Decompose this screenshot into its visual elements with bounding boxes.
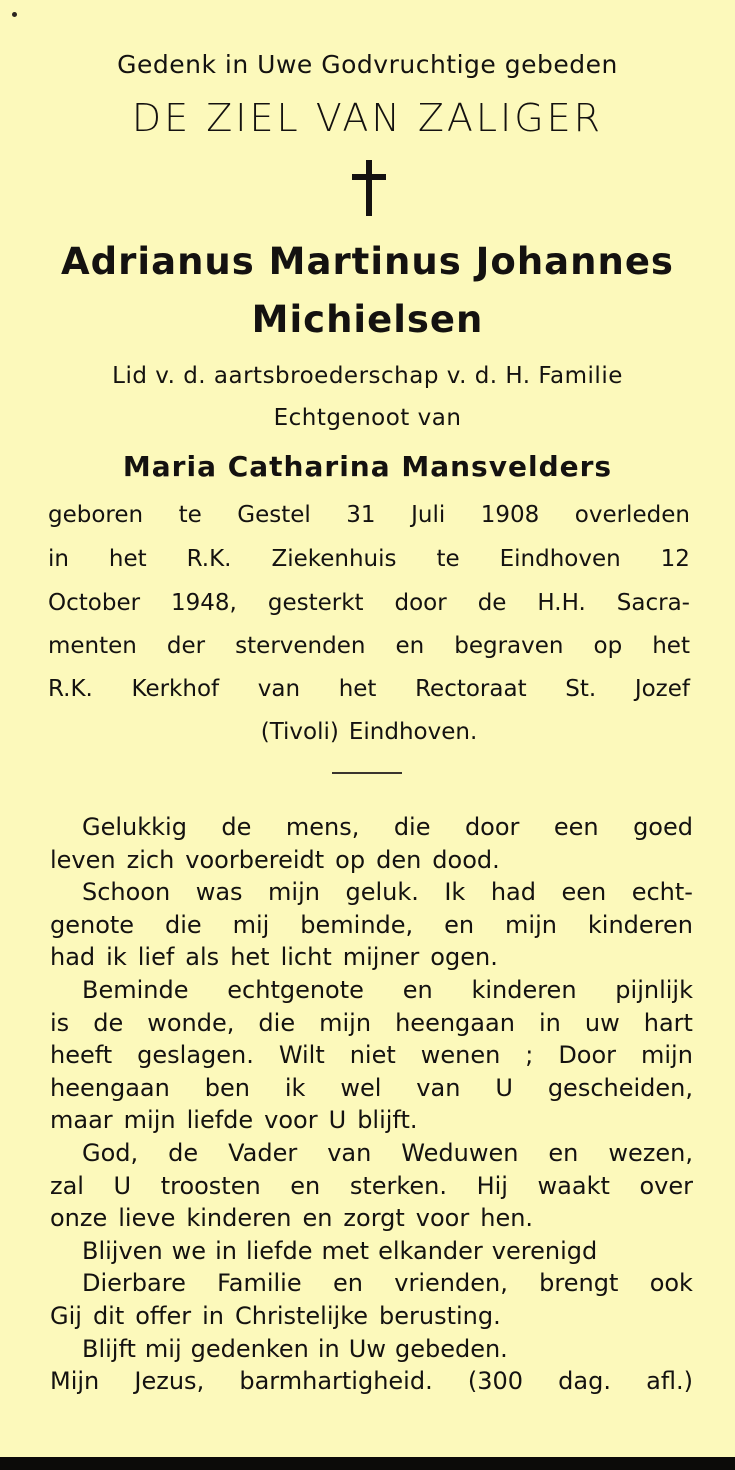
bio-line: (Tivoli) Eindhoven.: [260, 719, 478, 745]
bottom-edge: [0, 1457, 735, 1470]
prayer-line: genote die mij beminde, en mijn kinderen: [50, 910, 693, 939]
prayer-line: Gij dit offer in Christelijke berusting.: [50, 1302, 501, 1330]
deceased-name-last: Michielsen: [251, 298, 484, 341]
prayer-line: Schoon was mijn geluk. Ik had een echt-: [82, 878, 693, 907]
cross-icon: [352, 160, 386, 216]
bio-line: geboren te Gestel 31 Juli 1908 overleden: [48, 502, 690, 528]
prayer-line: Gelukkig de mens, die door een goed: [82, 813, 693, 841]
prayer-line: heengaan ben ik wel van U gescheiden,: [50, 1073, 693, 1102]
prayer-line: leven zich voorbereidt op den dood.: [50, 845, 500, 874]
prayer-line: zal U troosten en sterken. Hij waakt over: [50, 1171, 693, 1200]
prayer-line: Mijn Jezus, barmhartigheid. (300 dag. afl.): [50, 1367, 693, 1396]
deceased-name-first: Adrianus Martinus Johannes: [61, 240, 674, 283]
intro-line: Gedenk in Uwe Godvruchtige gebeden: [117, 50, 618, 79]
heading: DE ZIEL VAN ZALIGER: [131, 96, 604, 140]
prayer-line: Beminde echtgenote en kinderen pijnlijk: [82, 976, 693, 1004]
prayer-line: Blijft mij gedenken in Uw gebeden.: [82, 1334, 508, 1363]
prayer-line: had ik lief als het licht mijner ogen.: [50, 943, 498, 972]
bio-line: October 1948, gesterkt door de H.H. Sacra-: [48, 590, 690, 616]
prayer-line: heeft geslagen. Wilt niet wenen ; Door mijn: [50, 1041, 693, 1070]
bio-line: in het R.K. Ziekenhuis te Eindhoven 12: [48, 546, 690, 572]
prayer-line: maar mijn liefde voor U blijft.: [50, 1106, 418, 1135]
prayer-line: Blijven we in liefde met elkander verenigd: [82, 1236, 598, 1265]
prayer-line: onze lieve kinderen en zorgt voor hen.: [50, 1204, 534, 1233]
prayer-line: Dierbare Familie en vrienden, brengt ook: [82, 1269, 693, 1298]
divider: [332, 772, 402, 774]
prayer-line: God, de Vader van Weduwen en wezen,: [82, 1139, 693, 1167]
spouse-intro: Echtgenoot van: [273, 405, 462, 431]
bio-line: R.K. Kerkhof van het Rectoraat St. Jozef: [48, 676, 690, 702]
spouse-name: Maria Catharina Mansvelders: [122, 450, 613, 483]
bio-line: menten der stervenden en begraven op het: [48, 633, 690, 659]
membership-line: Lid v. d. aartsbroederschap v. d. H. Familie: [112, 363, 623, 389]
prayer-line: is de wonde, die mijn heengaan in uw hart: [50, 1008, 693, 1037]
corner-dot: [12, 12, 17, 17]
